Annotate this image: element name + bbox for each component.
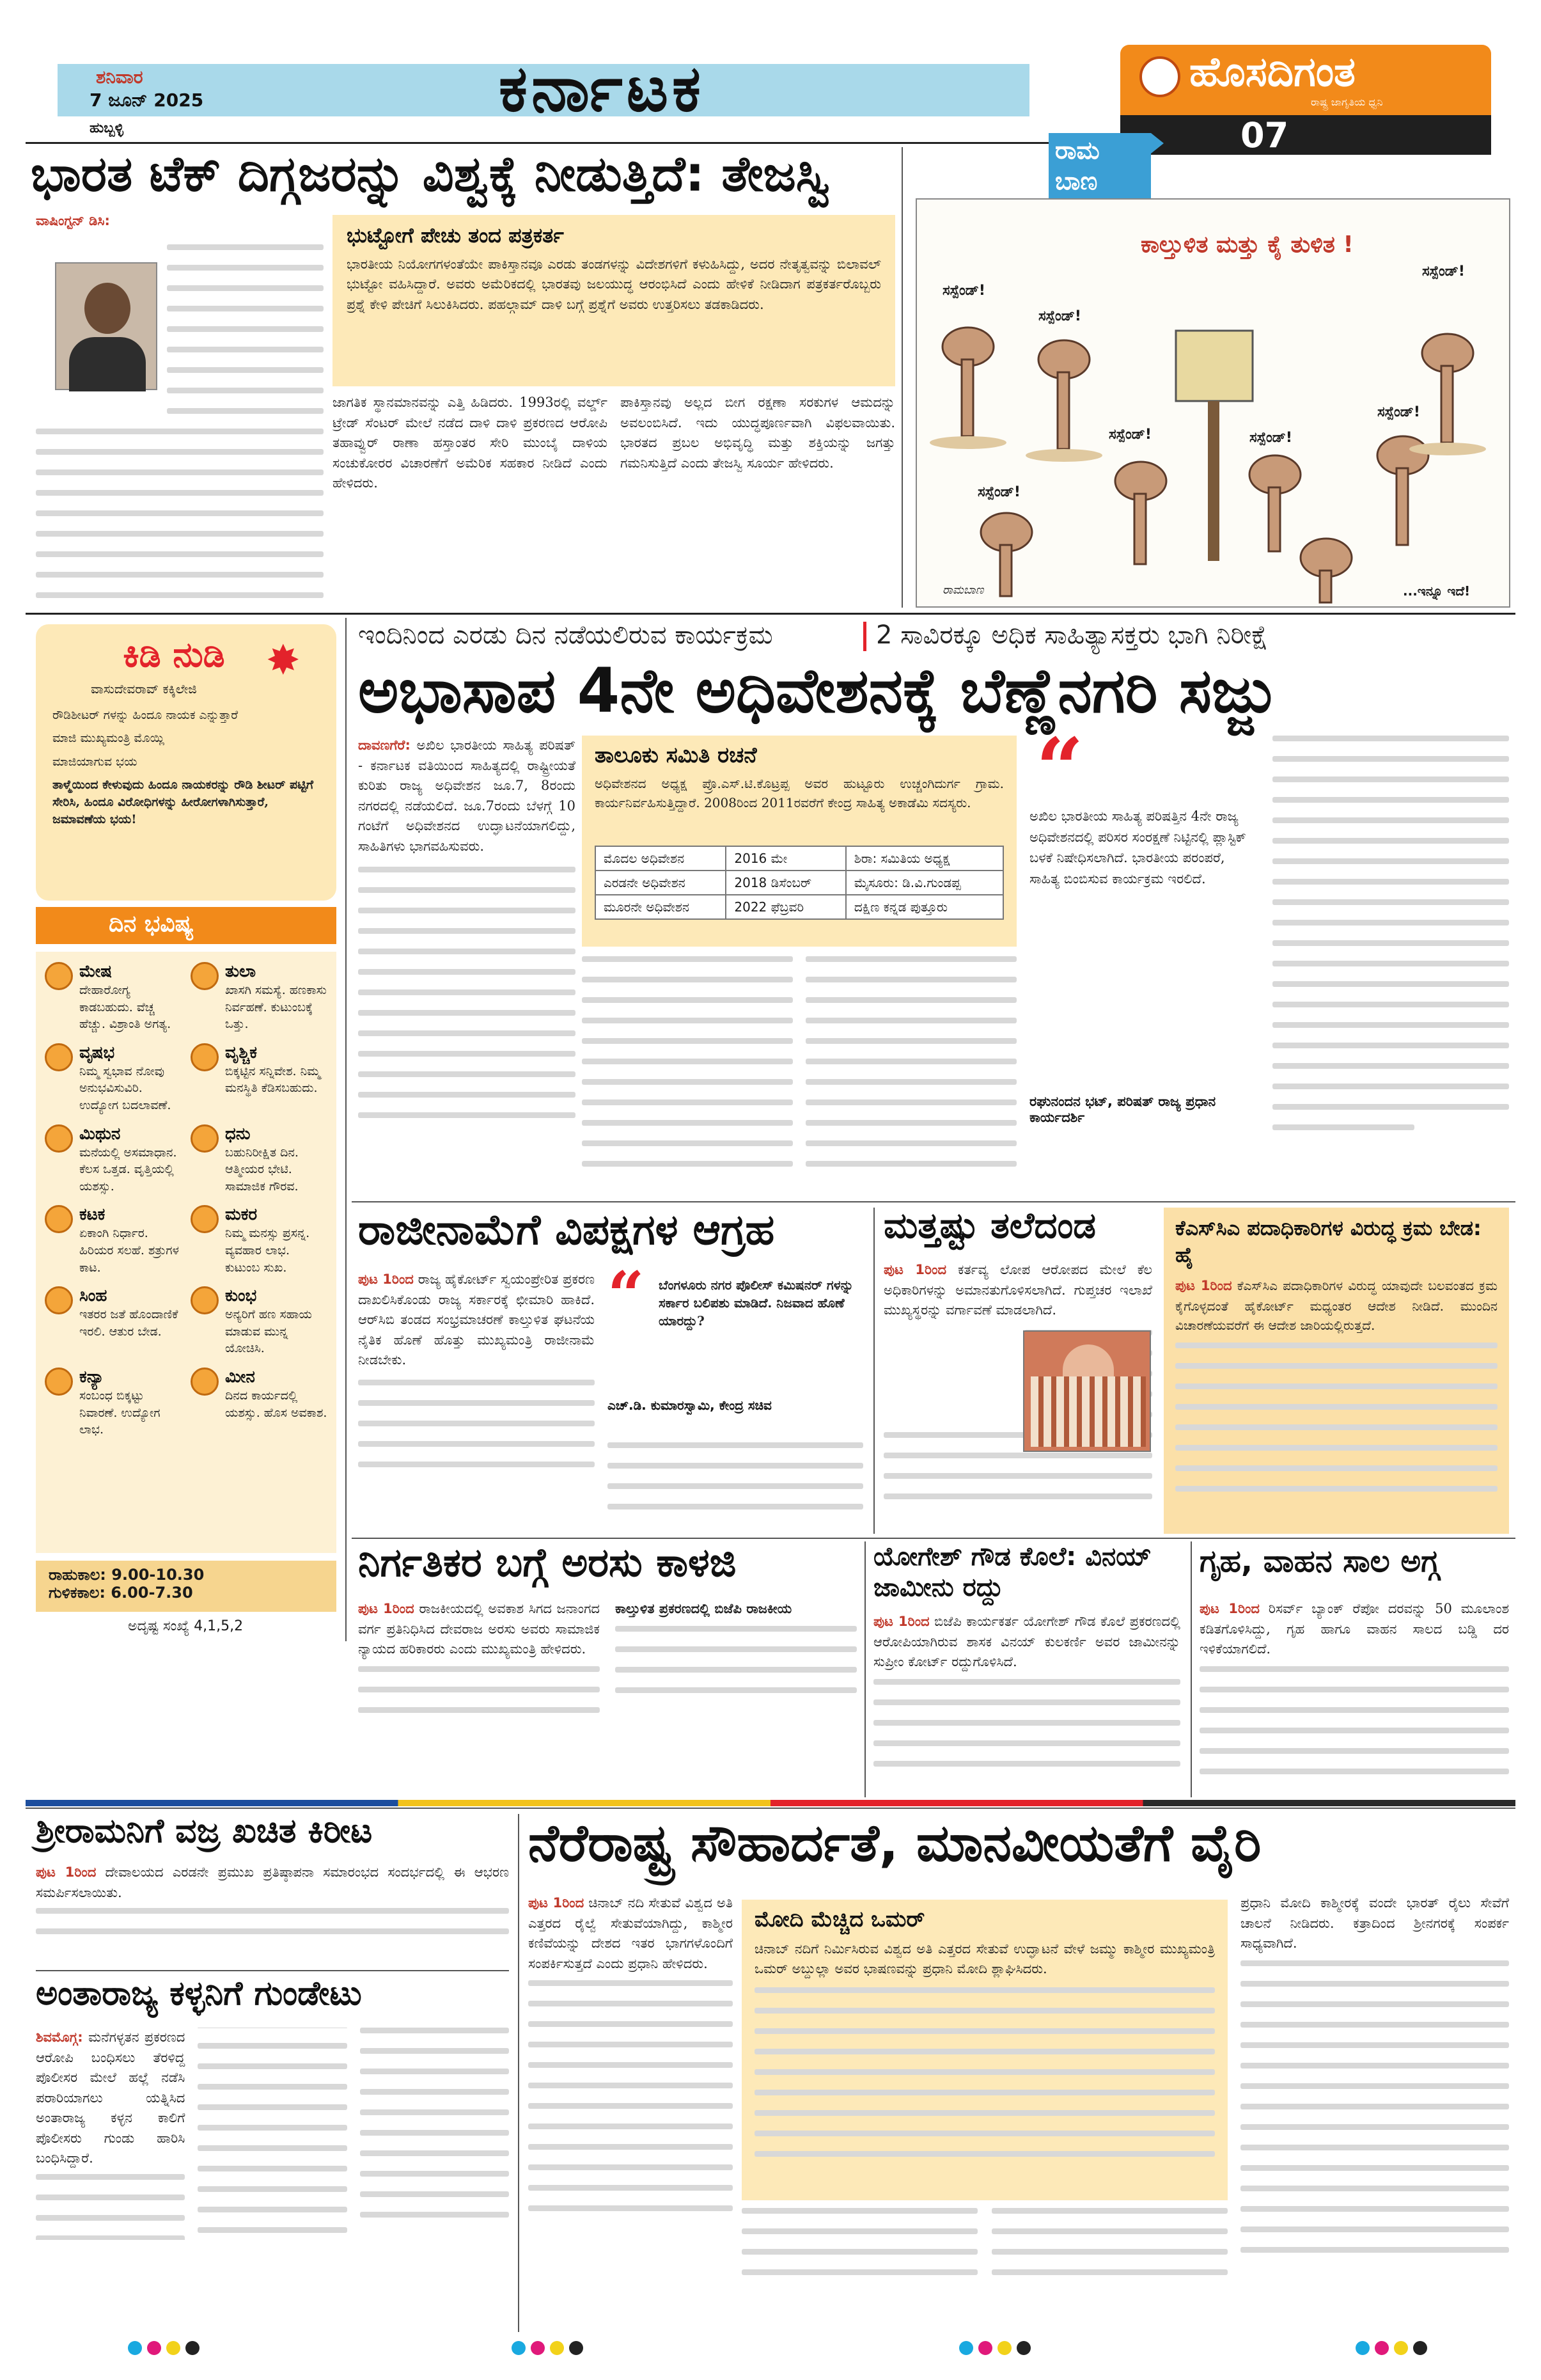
registration-dot-cyan <box>959 2341 973 2355</box>
lead-sidebox <box>332 215 895 386</box>
resign-body-col1 <box>358 1270 595 1532</box>
registration-dot-yellow <box>166 2341 180 2355</box>
registration-dot-cyan <box>512 2341 526 2355</box>
chevron-right-icon <box>1151 133 1164 154</box>
resign-quote-box <box>607 1257 863 1436</box>
cartoon-signature: ರಾಮಬಾಣ <box>943 583 984 597</box>
registration-dot-black <box>1017 2341 1031 2355</box>
resign-headline: ರಾಜೀನಾಮೆಗೆ ವಿಪಕ್ಷಗಳ ಆಗ್ರಹ <box>358 1205 775 1254</box>
crown-headline: ಶ್ರೀರಾಮನಿಗೆ ವಜ್ರ ಖಚಿತ ಕಿರೀಟ <box>36 1812 373 1850</box>
sahitya-body-col3 <box>806 956 1017 1193</box>
kumbha-icon <box>191 1286 219 1314</box>
kidi-item-4: ತಾಳ್ಮೆಯಿಂದ ಕೇಳುವುದು ಹಿಂದೂ ನಾಯಕರನ್ನು ರೌಡಿ ಶೀಟರ್ ಪಟ್ಟಿಗೆ ಸೇರಿಸಿ, ಹಿಂದೂ ವಿರೋಧಿಗಳನ್ನು ಹೀರೋಗಳಾಗಿಸುತ್ತಾರೆ, ಜಮಾವಣೆಯ ಭಯ! <box>52 778 314 826</box>
rasi-kataka: ಕಟಕ ಏಕಾಂಗಿ ನಿರ್ಧಾರ. ಹಿರಿಯರ ಸಲಹೆ. ಶತ್ರುಗಳ ಕಾಟ. <box>45 1205 182 1276</box>
cartoon-label-3: ಸಸ್ಪೆಂಡ್! <box>1109 427 1152 443</box>
resign-quote-by: ಎಚ್.ಡಿ. ಕುಮಾರಸ್ವಾಮಿ, ಕೇಂದ್ರ ಸಚಿವ <box>607 1398 772 1413</box>
masthead-date: 7 ಜೂನ್ 2025 <box>90 90 204 111</box>
arasu-subhead: ಕಾಲ್ತುಳಿತ ಪ್ರಕರಣದಲ್ಲಿ ಬಿಜೆಪಿ ರಾಜಕೀಯ <box>615 1601 792 1616</box>
mesha-icon <box>45 962 73 990</box>
kidi-nudi-box <box>36 624 336 901</box>
registration-dot-magenta <box>1375 2341 1389 2355</box>
ksca-dateline: ಪುಟ 1ರಿಂದ <box>1175 1278 1232 1294</box>
kidi-nudi-author: ವಾಸುದೇವರಾವ್ ಕಕ್ಕಿಲೇಜಿ <box>91 681 197 697</box>
sahitya-quote-by: ರಘುನಂದನ ಭಟ್, ಪರಿಷತ್ ರಾಜ್ಯ ಪ್ರಧಾನ ಕಾರ್ಯದರ್ಶಿ <box>1029 1094 1216 1125</box>
bottom-lead-body-col3: ಪ್ರಧಾನಿ ಮೋದಿ ಕಾಶ್ಮೀರಕ್ಕೆ ವಂದೇ ಭಾರತ್ ರೈಲು ಸೇವೆಗೆ ಚಾಲನೆ ನೀಡಿದರು. ಕತ್ರಾದಿಂದ ಶ್ರೀನಗರಕ್ಕೆ ಸಂಪರ್ಕ ಸಾಧ್ಯವಾಗಿದೆ. <box>1240 1893 1509 2328</box>
rasi-vrishabha: ವೃಷಭ ನಿಮ್ಮ ಸ್ವಭಾವ ನೋವು ಅನುಭವಿಸುವಿರಿ. ಉದ್ಯೋಗ ಬದಲಾವಣೆ. <box>45 1043 182 1114</box>
rasi-simha: ಸಿಂಹ ಇತರರ ಜತೆ ಹೊಂದಾಣಿಕೆ ಇರಲಿ. ಆತುರ ಬೇಡ. <box>45 1286 182 1357</box>
registration-dot-black <box>569 2341 583 2355</box>
kidi-item-3: ಮಾಜಿಯಾಗುವ ಭಯ <box>52 754 137 769</box>
registration-dot-magenta <box>531 2341 545 2355</box>
kataka-icon <box>45 1205 73 1233</box>
registration-dot-yellow <box>1394 2341 1408 2355</box>
crown-rule <box>36 1970 509 1971</box>
lead-dateline: ವಾಷಿಂಗ್ಟನ್ ಡಿಸಿ: <box>36 213 110 228</box>
arasu-body: ಪುಟ 1ರಿಂದ ರಾಜಕೀಯದಲ್ಲಿ ಅವಕಾಶ ಸಿಗದ ಜನಾಂಗದ ವರ್ಗ ಪ್ರತಿನಿಧಿಸಿದ ದೇವರಾಜ ಅರಸು ಅವರು ಸಾಮಾಜಿಕ ನ್ಯಾಯದ ಹರಿಕಾರರು ಎಂದು ಮುಖ್ಯಮಂತ್ರಿ ಹೇಳಿದರು. ಕಾಲ್ತುಳಿತ ಪ್ರಕರಣದಲ್ಲಿ ಬಿಜೆಪಿ ರಾಜಕೀಯ <box>358 1599 857 1797</box>
registration-dot-cyan <box>128 2341 142 2355</box>
registration-dot-magenta <box>147 2341 161 2355</box>
kala-box <box>36 1561 336 1612</box>
dhanu-icon <box>191 1124 219 1153</box>
sahitya-dateline: ದಾವಣಗೆರೆ: <box>358 737 411 753</box>
sahitya-body-col1 <box>358 736 575 1196</box>
cartoon-title: ಕಾಲ್ತುಳಿತ ಮತ್ತು ಕೈ ತುಳಿತ ! <box>1141 232 1354 258</box>
taluk-box-title: ತಾಲೂಕು ಸಮಿತಿ ರಚನೆ <box>595 743 757 768</box>
registration-dot-black <box>185 2341 199 2355</box>
yogesh-headline: ಯೋಗೇಶ್ ಗೌಡ ಕೊಲೆ: ವಿನಯ್ ಜಾಮೀನು ರದ್ದು <box>873 1542 1152 1602</box>
bottom-lead-body-col2 <box>742 2208 1228 2328</box>
masthead-rule <box>26 142 1049 144</box>
sahitya-headline: ಅಭಾಸಾಪ 4ನೇ ಅಧಿವೇಶನಕ್ಕೆ ಬೆಣ್ಣೆನಗರಿ ಸಜ್ಜು <box>358 655 1277 727</box>
vrishchika-icon <box>191 1043 219 1071</box>
meena-icon <box>191 1367 219 1396</box>
rasi-mithuna: ಮಿಥುನ ಮನೆಯಲ್ಲಿ ಅಸಮಾಧಾನ. ಕೆಲಸ ಒತ್ತಡ. ವೃತ್ತಿಯಲ್ಲಿ ಯಶಸ್ಸು. <box>45 1124 182 1195</box>
cartoon-label-4: ಸಸ್ಪೆಂಡ್! <box>978 484 1021 500</box>
cartoon-label-2: ಸಸ್ಪೆಂಡ್! <box>1038 308 1081 324</box>
kidi-item-1: ರೌಡಿಶೀಟರ್ ಗಳನ್ನು ಹಿಂದೂ ನಾಯಕ ಎನ್ನುತ್ತಾರೆ <box>52 707 239 722</box>
lead-body-col1 <box>36 211 324 608</box>
bottom-lead-headline: ನೆರೆರಾಷ್ಟ್ರ ಸೌಹಾರ್ದತೆ, ಮಾನವೀಯತೆಗೆ ವೈರಿ <box>528 1813 1262 1873</box>
simha-icon <box>45 1286 73 1314</box>
arasu-divider <box>864 1541 866 1797</box>
resign-body: ರಾಜ್ಯ ಹೈಕೋರ್ಟ್ ಸ್ವಯಂಪ್ರೇರಿತ ಪ್ರಕರಣ ದಾಖಲಿಸಿಕೊಂಡು ರಾಜ್ಯ ಸರ್ಕಾರಕ್ಕೆ ಛೀಮಾರಿ ಹಾಕಿದೆ. ಆರ್‌ಸಿಬಿ ತಂಡದ ಸಂಭ್ರಮಾಚರಣೆ ಕಾಲ್ತುಳಿತ ಘಟನೆಯ ನೈತಿಕ ಹೊಣೆ ಹೊತ್ತು ಮುಖ್ಯಮಂತ್ರಿ ರಾಜೀನಾಮೆ ನೀಡಬೇಕು. <box>358 1272 595 1367</box>
kidi-nudi-title: ಕಿಡಿ ನುಡಿ <box>123 634 225 675</box>
sahitya-kicker-left: ಇಂದಿನಿಂದ ಎರಡು ದಿನ ನಡೆಯಲಿರುವ ಕಾರ್ಯಕ್ರಮ <box>358 620 773 650</box>
logo-emblem-icon <box>1139 56 1180 97</box>
cartoon-label-6: ಸಸ್ಪೆಂಡ್! <box>1377 404 1420 420</box>
crown-dateline: ಪುಟ 1ರಿಂದ <box>36 1864 97 1880</box>
rasi-kanya: ಕನ್ಯಾ ಸಂಬಂಧ ಬಿಕ್ಕಟ್ಟು ನಿವಾರಣೆ. ಉದ್ಯೋಗ ಲಾಭ. <box>45 1367 182 1438</box>
cartoon-label-5: ಸಸ್ಪೆಂಡ್! <box>1422 264 1465 280</box>
bhavishya-title: ದಿನ ಭವಿಷ್ಯ <box>109 911 194 937</box>
makara-icon <box>191 1205 219 1233</box>
rasi-makara: ಮಕರ ನಿಮ್ಮ ಮನಸ್ಸು ಪ್ರಸನ್ನ. ವ್ಯವಹಾರ ಲಾಭ. ಕುಟುಂಬ ಸುಖ. <box>191 1205 327 1276</box>
spark-icon: ✸ <box>266 637 301 684</box>
color-strip <box>26 1800 1515 1806</box>
gulikakala: ಗುಳಿಕಕಾಲ: 6.00-7.30 <box>49 1584 193 1602</box>
ksca-headline: ಕೆಎಸ್‌ಸಿಎ ಪದಾಧಿಕಾರಿಗಳ ವಿರುದ್ಧ ಕ್ರಮ ಬೇಡ: ಹೈ <box>1175 1216 1482 1267</box>
ksca-box <box>1164 1208 1509 1534</box>
sahitya-kicker-sep <box>863 622 866 651</box>
rasi-vrishchika: ವೃಶ್ಚಿಕ ಬಿಕ್ಕಟ್ಟಿನ ಸನ್ನಿವೇಶ. ನಿಮ್ಮ ಮನಸ್ಥಿತಿ ಕೆಡಿಸಬಹುದು. <box>191 1043 327 1114</box>
registration-dot-cyan <box>1356 2341 1370 2355</box>
registration-dot-black <box>1413 2341 1427 2355</box>
lead-body-col2: ಜಾಗತಿಕ ಸ್ಥಾನಮಾನವನ್ನು ಎತ್ತಿ ಹಿಡಿದರು. 1993ರಲ್ಲಿ ವರ್ಲ್ಡ್ ಟ್ರೇಡ್ ಸೆಂಟರ್ ಮೇಲೆ ನಡೆದ ದಾಳಿ ದಾಳಿ ಪ್ರಕರಣದ ಆರೋಪಿ ತಹಾವ್ವುರ್ ರಾಣಾ ಹಸ್ತಾಂತರ ಸೇರಿ ಮುಂಬೈ ದಾಳಿಯ ಸಂಚುಕೋರರ ವಿಚಾರಣೆಗೆ ಅಮೆರಿಕ ಸಹಕಾರ ನೀಡಿದೆ ಎಂದು ಹೇಳಿದರು. <box>332 395 607 491</box>
omar-box-title: ಮೋದಿ ಮೆಚ್ಚಿದ ಒಮರ್ <box>755 1907 925 1932</box>
quote-mark-icon: “ <box>607 1257 645 1333</box>
cartoon-label-7: ಸಸ್ಪೆಂಡ್! <box>1249 430 1292 446</box>
talemanda-body: ಪುಟ 1ರಿಂದ ಕರ್ತವ್ಯ ಲೋಪ ಆರೋಪದ ಮೇಲೆ ಕೆಲ ಅಧಿಕಾರಿಗಳನ್ನು ಅಮಾನತುಗೊಳಿಸಲಾಗಿದೆ. ಗುಪ್ತಚರ ಇಲಾಖೆ ಮುಖ್ಯಸ್ಥರನ್ನು ವರ್ಗಾವಣೆ ಮಾಡಲಾಗಿದೆ. <box>884 1260 1152 1532</box>
yogesh-body: ಪುಟ 1ರಿಂದ ಬಿಜೆಪಿ ಕಾರ್ಯಕರ್ತ ಯೋಗೇಶ್ ಗೌಡ ಕೊಲೆ ಪ್ರಕರಣದಲ್ಲಿ ಆರೋಪಿಯಾಗಿರುವ ಶಾಸಕ ವಿನಯ್ ಕುಲಕರ್ಣಿ ಅವರ ಜಾಮೀನನ್ನು ಸುಪ್ರೀಂ ಕೋರ್ಟ್ ರದ್ದುಗೊಳಿಸಿದೆ. <box>873 1612 1180 1797</box>
registration-dot-yellow <box>550 2341 564 2355</box>
paper-tagline: ರಾಷ್ಟ್ರ ಜಾಗೃತಿಯ ಧ್ವನಿ <box>1311 96 1383 108</box>
lead-sidebox-title: ಭುಟ್ಟೋಗೆ ಪೇಚು ತಂದ ಪತ್ರಕರ್ತ <box>347 223 564 248</box>
loan-body: ಪುಟ 1ರಿಂದ ರಿಸರ್ವ್ ಬ್ಯಾಂಕ್ ರೆಪೋ ದರವನ್ನು 50 ಮೂಲಾಂಶ ಕಡಿತಗೊಳಿಸಿದ್ದು, ಗೃಹ ಹಾಗೂ ವಾಹನ ಸಾಲದ ಬಡ್ಡಿ ದರ ಇಳಿಕೆಯಾಗಲಿದೆ. <box>1200 1599 1509 1797</box>
loan-dateline: ಪುಟ 1ರಿಂದ <box>1200 1601 1260 1616</box>
paper-name: ಹೊಸದಿಗಂತ <box>1189 49 1356 96</box>
lead-headline: ಭಾರತ ಟೆಕ್ ದಿಗ್ಗಜರನ್ನು ವಿಶ್ವಕ್ಕೆ ನೀಡುತ್ತಿದೆ: ತೇಜಸ್ವಿ <box>31 145 831 202</box>
rama-bana-label: ರಾಮ ಬಾಣ <box>1055 136 1100 195</box>
lead-sidebox-text: ಭಾರತೀಯ ನಿಯೋಗಗಳಂತೆಯೇ ಪಾಕಿಸ್ತಾನವೂ ಎರಡು ತಂಡಗಳನ್ನು ವಿದೇಶಗಳಿಗೆ ಕಳುಹಿಸಿದ್ದು, ಅದರ ನೇತೃತ್ವವನ್ನು ಬಿಲಾವಲ್ ಭುಟ್ಟೋ ವಹಿಸಿದ್ದಾರೆ. ಅವರು ಅಮೆರಿಕದಲ್ಲಿ ಭಾರತವು ಜಲಯುದ್ಧ ಆರಂಭಿಸಿದೆ ಎಂದು ಹೇಳಿಕೆ ನೀಡಿದಾಗ ಪತ್ರಕರ್ತರೊಬ್ಬರು ಪ್ರಶ್ನೆ ಕೇಳಿ ಪೇಚಿಗೆ ಸಿಲುಕಿಸಿದರು. ಪಹಲ್ಗಾಮ್ ದಾಳಿ ಬಗ್ಗೆ ಪ್ರಶ್ನೆಗೆ ಅವರು ಉತ್ತರಿಸಲು ತಡಕಾಡಿದರು. <box>347 256 881 312</box>
lead-body-col3: ಪಾಕಿಸ್ತಾನವು ಅಲ್ಲದ ಬೀಗ ರಕ್ಷಣಾ ಸರಕುಗಳ ಆಮದನ್ನು ಅವಲಂಬಿಸಿದೆ. ಇದು ಯುದ್ಧಪೂರ್ಣವಾಗಿ ವಿಫಲವಾಯಿತು. ಭಾರತದ ಪ್ರಬಲ ಅಭಿವೃದ್ಧಿ ಮತ್ತು ಶಕ್ತಿಯನ್ನು ಜಗತ್ತು ಗಮನಿಸುತ್ತಿದೆ ಎಂದು ತೇಜಸ್ವಿ ಸೂರ್ಯ ಹೇಳಿದರು. <box>620 395 895 471</box>
talemanda-headline: ಮತ್ತಷ್ಟು ತಲೆದಂಡ <box>884 1205 1096 1247</box>
resign-quote: ಬೆಂಗಳೂರು ನಗರ ಪೊಲೀಸ್ ಕಮಿಷನರ್ ಗಳನ್ನು ಸರ್ಕಾರ ಬಲಿಪಶು ಮಾಡಿದೆ. ನಿಜವಾದ ಹೊಣೆ ಯಾರದ್ದು? <box>659 1277 854 1328</box>
bottom-lead-dateline: ಪುಟ 1ರಿಂದ <box>528 1895 584 1911</box>
adhiveshana-table <box>595 846 1004 920</box>
yogesh-dateline: ಪುಟ 1ರಿಂದ <box>873 1614 930 1629</box>
talemanda-dateline: ಪುಟ 1ರಿಂದ <box>884 1262 947 1277</box>
page-no-band <box>1120 115 1491 155</box>
sahitya-quote-box <box>1029 720 1260 1196</box>
sahitya-kicker-right: 2 ಸಾವಿರಕ್ಕೂ ಅಧಿಕ ಸಾಹಿತ್ಯಾಸಕ್ತರು ಭಾಗಿ ನಿರೀಕ್ಷೆ <box>876 620 1269 650</box>
lucky-number: ಅದೃಷ್ಟ ಸಂಖ್ಯೆ 4,1,5,2 <box>128 1618 244 1634</box>
crown-body: ಪುಟ 1ರಿಂದ ದೇವಾಲಯದ ಎರಡನೇ ಪ್ರಮುಖ ಪ್ರತಿಷ್ಠಾಪನಾ ಸಮಾರಂಭದ ಸಂದರ್ಭದಲ್ಲಿ ಈ ಆಭರಣ ಸಮರ್ಪಿಸಲಾಯಿತು. <box>36 1863 509 1965</box>
sahitya-body-col5 <box>1272 736 1509 1196</box>
thief-dateline: ಶಿವಮೊಗ್ಗ: <box>36 2029 83 2045</box>
arasu-headline: ನಿರ್ಗತಿಕರ ಬಗ್ಗೆ ಅರಸು ಕಾಳಜಿ <box>358 1539 737 1586</box>
rasi-mesha: ಮೇಷ ದೇಹಾರೋಗ್ಯ ಕಾಡಬಹುದು. ವೆಚ್ಚ ಹೆಚ್ಚು. ವಿಶ್ರಾಂತಿ ಅಗತ್ಯ. <box>45 962 182 1033</box>
table-row: ಮೂರನೇ ಅಧಿವೇಶನ 2022 ಫೆಬ್ರವರಿ ದಕ್ಷಿಣ ಕನ್ನಡ ಪುತ್ತೂರು <box>595 895 1003 919</box>
thief-headline: ಅಂತಾರಾಜ್ಯ ಕಳ್ಳನಿಗೆ ಗುಂಡೇಟು <box>36 1974 362 2013</box>
left-col-divider <box>345 618 347 1641</box>
table-row: ಎರಡನೇ ಅಧಿವೇಶನ 2018 ಡಿಸೆಂಬರ್ ಮೈಸೂರು: ಡಿ.ವಿ.ಗುಂಡಪ್ಪ <box>595 871 1003 895</box>
resign-divider <box>873 1208 875 1534</box>
section-title: ಕರ್ನಾಟಕ <box>499 51 705 126</box>
kanya-icon <box>45 1367 73 1396</box>
vidhana-soudha-photo <box>1023 1330 1151 1452</box>
omar-box <box>742 1900 1228 2200</box>
vrishabha-icon <box>45 1043 73 1071</box>
lead-cartoon-divider <box>902 147 903 608</box>
mithuna-icon <box>45 1124 73 1153</box>
registration-dot-yellow <box>997 2341 1012 2355</box>
rasi-meena: ಮೀನ ದಿನದ ಕಾರ್ಯದಲ್ಲಿ ಯಶಸ್ಸು. ಹೊಸ ಅವಕಾಶ. <box>191 1367 327 1438</box>
page-number: 07 <box>1240 115 1289 155</box>
bottom-lead-body-col1: ಪುಟ 1ರಿಂದ ಚಿನಾಬ್ ನದಿ ಸೇತುವೆ ವಿಶ್ವದ ಅತಿ ಎತ್ತರದ ರೈಲ್ವೆ ಸೇತುವೆಯಾಗಿದ್ದು, ಕಾಶ್ಮೀರ ಕಣಿವೆಯನ್ನು ದೇಶದ ಇತರ ಭಾಗಗಳೊಂದಿಗೆ ಸಂಪರ್ಕಿಸುತ್ತದೆ ಎಂದು ಪ್ರಧಾನಿ ಹೇಳಿದರು. <box>528 1893 733 2328</box>
bottom-left-divider <box>518 1814 519 2332</box>
yogesh-divider <box>1191 1541 1192 1797</box>
sahitya-body-col2 <box>582 956 793 1193</box>
rasi-dhanu: ಧನು ಬಹುನಿರೀಕ್ಷಿತ ದಿನ. ಆತ್ಮೀಯರ ಭೇಟಿ. ಸಾಮಾಜಿಕ ಗೌರವ. <box>191 1124 327 1195</box>
loan-headline: ಗೃಹ, ವಾಹನ ಸಾಲ ಅಗ್ಗ <box>1200 1543 1439 1579</box>
sahitya-quote: ಅಖಿಲ ಭಾರತೀಯ ಸಾಹಿತ್ಯ ಪರಿಷತ್ತಿನ 4ನೇ ರಾಜ್ಯ ಅಧಿವೇಶನದಲ್ಲಿ ಪರಿಸರ ಸಂರಕ್ಷಣೆ ನಿಟ್ಟಿನಲ್ಲಿ ಪ್ಲಾಸ್ಟಿಕ್ ಬಳಕೆ ನಿಷೇಧಿಸಲಾಗಿದೆ. ಭಾರತೀಯ ಪರಂಪರೆ, ಸಾಹಿತ್ಯ ಬಿಂಬಿಸುವ ಕಾರ್ಯಕ್ರಮ ಇರಲಿದೆ. <box>1029 808 1246 887</box>
sahitya-body: ಅಖಿಲ ಭಾರತೀಯ ಸಾಹಿತ್ಯ ಪರಿಷತ್ - ಕರ್ನಾಟಕ ವತಿಯಿಂದ ಸಾಹಿತ್ಯದಲ್ಲಿ ರಾಷ್ಟ್ರೀಯತೆ ಕುರಿತು ರಾಜ್ಯ ಅಧಿವೇಶನ ಜೂ.7, 8ರಂದು ನಗರದಲ್ಲಿ ನಡೆಯಲಿದೆ. ಜೂ.7ರಂದು ಬೆಳಗ್ಗೆ 10 ಗಂಟೆಗೆ ಅಧಿವೇಶನದ ಉದ್ಘಾಟನೆಯಾಗಲಿದ್ದು, ಸಾಹಿತಿಗಳು ಭಾಗವಹಿಸುವರು. <box>358 737 575 854</box>
section-rule-1 <box>26 613 1515 615</box>
taluk-box <box>582 736 1017 947</box>
bhavishya-grid <box>36 952 336 1553</box>
rasi-tula: ತುಲಾ ಖಾಸಗಿ ಸಮಸ್ಯೆ. ಹಣಕಾಸು ನಿರ್ವಹಣೆ. ಕುಟುಂಬಕ್ಕೆ ಒತ್ತು. <box>191 962 327 1033</box>
resign-body-col3 <box>607 1442 863 1532</box>
omar-box-text: ಚಿನಾಬ್ ನದಿಗೆ ನಿರ್ಮಿಸಿರುವ ವಿಶ್ವದ ಅತಿ ಎತ್ತರದ ಸೇತುವೆ ಉದ್ಘಾಟನೆ ವೇಳೆ ಜಮ್ಮು ಕಾಶ್ಮೀರ ಮುಖ್ಯಮಂತ್ರಿ ಒಮರ್ ಅಬ್ದುಲ್ಲಾ ಅವರ ಭಾಷಣವನ್ನು ಪ್ರಧಾನಿ ಮೋದಿ ಶ್ಲಾಘಿಸಿದರು. <box>755 1939 1215 2182</box>
tula-icon <box>191 962 219 990</box>
table-row: ಮೊದಲ ಅಧಿವೇಶನ 2016 ಮೇ ಶಿರಾ: ಸಮಿತಿಯ ಅಧ್ಯಕ್ಷ <box>595 846 1003 871</box>
cartoon-drawing <box>917 200 1510 608</box>
quote-mark-icon: “ <box>1036 720 1084 817</box>
cartoon-panel <box>916 198 1510 608</box>
masthead-city: ಹುಬ್ಬಳ್ಳಿ <box>90 120 124 136</box>
cartoon-label-1: ಸಸ್ಪೆಂಡ್! <box>943 283 985 299</box>
taluk-box-text: ಅಧಿವೇಶನದ ಅಧ್ಯಕ್ಷ ಪ್ರೊ.ಎಸ್.ಟಿ.ಕೊಟ್ರಪ್ಪ ಅವರ ಹುಟ್ಟೂರು ಉಚ್ಚಂಗಿದುರ್ಗ ಗ್ರಾಮ. ಕಾರ್ಯನಿರ್ವಹಿಸುತ್ತಿದ್ದಾರೆ. 2008ರಿಂದ 2011ರವರೆಗೆ ಕೇಂದ್ರ ಸಾಹಿತ್ಯ ಅಕಾಡೆಮಿ ಸದಸ್ಯರು. <box>595 775 1004 810</box>
section-rule-2 <box>352 1201 1515 1202</box>
rahukala: ರಾಹುಕಾಲ: 9.00-10.30 <box>49 1566 205 1584</box>
thief-body: ಶಿವಮೊಗ್ಗ: ಮನೆಗಳ್ಳತನ ಪ್ರಕರಣದ ಆರೋಪಿ ಬಂಧಿಸಲು ತೆರಳಿದ್ದ ಪೊಲೀಸರ ಮೇಲೆ ಹಲ್ಲೆ ನಡೆಸಿ ಪರಾರಿಯಾಗಲು ಯತ್ನಿಸಿದ ಅಂತಾರಾಜ್ಯ ಕಳ್ಳನ ಕಾಲಿಗೆ ಪೊಲೀಸರು ಗುಂಡು ಹಾರಿಸಿ ಬಂಧಿಸಿದ್ದಾರೆ. <box>36 2028 509 2328</box>
arasu-dateline: ಪುಟ 1ರಿಂದ <box>358 1601 414 1616</box>
cartoon-caption: ...ಇನ್ನೂ ಇದೆ! <box>1403 583 1471 599</box>
ksca-body: ಪುಟ 1ರಿಂದ ಕೆಎಸ್‌ಸಿಎ ಪದಾಧಿಕಾರಿಗಳ ವಿರುದ್ಧ ಯಾವುದೇ ಬಲವಂತದ ಕ್ರಮ ಕೈಗೊಳ್ಳದಂತೆ ಹೈಕೋರ್ಟ್ ಮಧ್ಯಂತರ ಆದೇಶ ನೀಡಿದೆ. ಮುಂದಿನ ವಿಚಾರಣೆಯವರೆಗೆ ಈ ಆದೇಶ ಜಾರಿಯಲ್ಲಿರುತ್ತದೆ. <box>1175 1276 1498 1532</box>
section-rule-4 <box>26 1808 1515 1809</box>
rasi-kumbha: ಕುಂಭ ಅನ್ಯರಿಗೆ ಹಣ ಸಹಾಯ ಮಾಡುವ ಮುನ್ನ ಯೋಚಿಸಿ. <box>191 1286 327 1357</box>
resign-dateline: ಪುಟ 1ರಿಂದ <box>358 1272 414 1287</box>
registration-dot-magenta <box>978 2341 992 2355</box>
masthead-day: ಶನಿವಾರ <box>96 67 143 88</box>
kidi-item-2: ಮಾಜಿ ಮುಖ್ಯಮಂತ್ರಿ ಮೊಯ್ಲಿ <box>52 731 165 746</box>
